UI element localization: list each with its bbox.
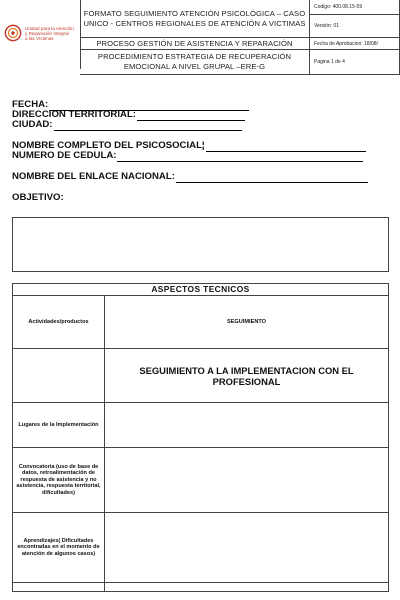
table-cell[interactable] — [105, 448, 388, 512]
field-cedula — [12, 151, 363, 162]
cedula-input-line[interactable] — [117, 153, 363, 162]
table-header-row — [13, 296, 388, 349]
ciudad-input-line[interactable] — [54, 122, 242, 131]
cedula-label: NUMERO DE CEDULA: — [12, 150, 117, 161]
nombre-psicosocial-label: NOMBRE COMPLETO DEL PSICOSOCIAL¦ — [12, 140, 205, 151]
table-cell[interactable] — [105, 513, 388, 582]
table-cell[interactable] — [105, 583, 388, 591]
victims-unit-logo-icon — [4, 24, 22, 42]
field-objetivo — [12, 193, 64, 204]
code-label: Codigo: 400.08.15-59 — [310, 0, 400, 15]
row-label: Aprendizajes( Dificultades encontradas en el momento de atención de algunos casos) — [13, 513, 105, 582]
objetivo-textarea[interactable] — [12, 217, 389, 272]
objetivo-label: OBJETIVO: — [12, 192, 64, 203]
row-label: Convocatoria (uso de base de datos, retroalimentación de respuesta de asistencia y no asistencia, respuesta territorial, dificultades) — [13, 448, 105, 512]
field-enlace — [12, 172, 368, 183]
table-subtitle-row — [13, 349, 388, 403]
logo-text: Unidad para la Atención y Reparación Integral a las Víctimas — [25, 26, 74, 42]
page-label: Pagina 1 de 4 — [310, 50, 400, 75]
approval-date-label: Fecha de Aprobacion: 18/08/ — [310, 38, 400, 50]
table-row — [13, 448, 388, 513]
table-cell[interactable] — [13, 349, 105, 402]
version-label: Versión: 01 — [310, 15, 400, 38]
actividades-header: Actividades/productos — [13, 296, 105, 348]
direccion-label: DIRECCION TERRITORIAL: — [12, 109, 137, 120]
row-label: Lugares de la Implementación — [13, 403, 105, 447]
fecha-label: FECHA: — [12, 99, 49, 110]
table-row — [13, 513, 388, 583]
enlace-label: NOMBRE DEL ENLACE NACIONAL: — [12, 171, 175, 182]
logo — [0, 0, 81, 69]
field-ciudad — [12, 120, 242, 131]
row-label — [13, 583, 105, 591]
table-cell[interactable] — [105, 403, 388, 447]
document-header — [0, 0, 400, 69]
enlace-input-line[interactable] — [176, 174, 368, 183]
table-title: ASPECTOS TECNICOS — [13, 284, 388, 296]
table-row — [13, 403, 388, 448]
seguimiento-header: SEGUIMIENTO — [226, 319, 267, 325]
seguimiento-subtitle: SEGUIMIENTO A LA IMPLEMENTACION CON EL PROFESIONAL — [139, 364, 354, 387]
aspectos-tecnicos-table — [12, 283, 389, 592]
table-row — [13, 583, 388, 591]
process-title: PROCESO GESTIÓN DE ASISTENCIA Y REPARACIÓN — [80, 38, 310, 50]
ciudad-label: CIUDAD: — [12, 119, 53, 130]
procedure-title: PROCEDIMIENTO ESTRATEGIA DE RECUPERACIÓN EMOCIONAL A NIVEL GRUPAL –ERE-G — [80, 50, 310, 75]
form-title: FORMATO SEGUIMIENTO ATENCIÓN PSICOLÓGICA – CASO UNICO - CENTROS REGIONALES DE ATENCIÓN A VICTIMAS — [80, 0, 310, 38]
